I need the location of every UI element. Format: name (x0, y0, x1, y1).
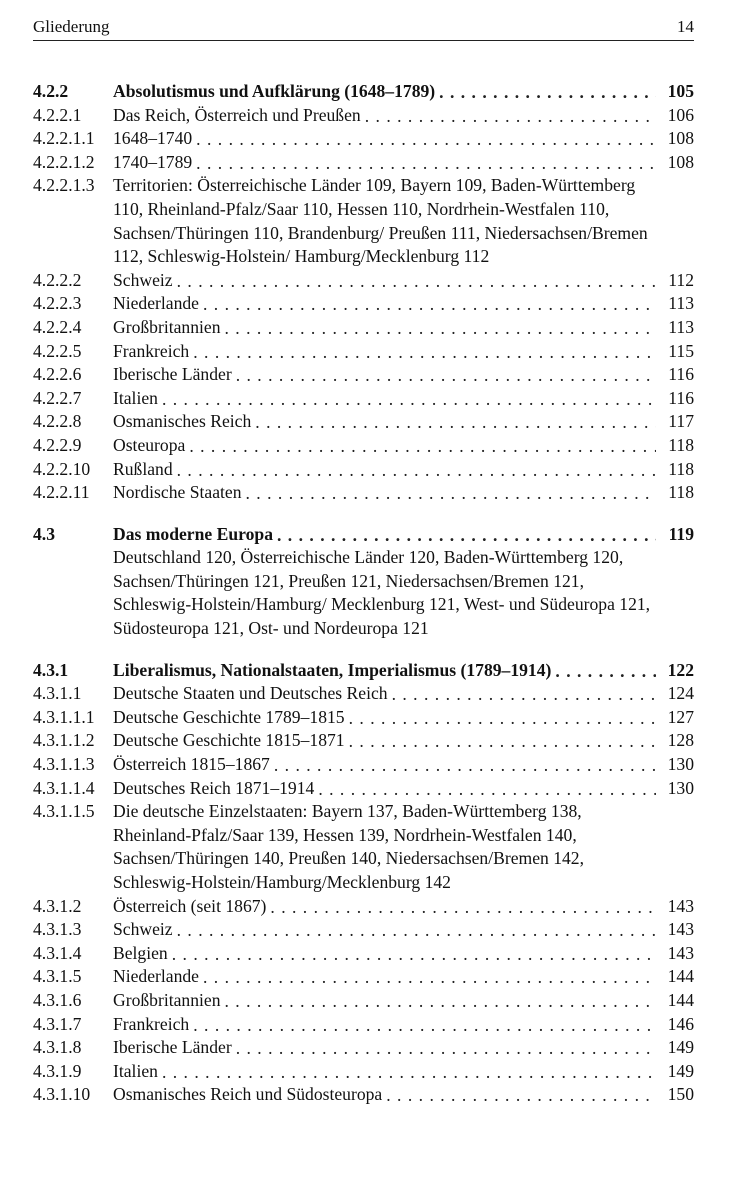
toc-entry-title: Niederlande . . . (113, 966, 203, 986)
toc-entry-title: Deutsche Geschichte 1815–1871 . . . (113, 730, 349, 750)
toc-entry-page: 119 (656, 523, 694, 547)
toc-entry-text-wrap (113, 1060, 694, 1084)
toc-entry-page: 146 (656, 1013, 694, 1037)
toc-entry-number: 4.3.1.2 (33, 895, 82, 916)
toc-entry-number: 4.3.1.8 (33, 1037, 82, 1058)
toc-entry-number: 4.3 (33, 523, 55, 544)
toc-entry-number: 4.2.2.3 (33, 293, 82, 314)
toc-entry-text-wrap (113, 777, 694, 801)
toc-entry (33, 753, 694, 777)
toc-entry-page: 118 (656, 481, 694, 505)
toc-entry-page: 143 (656, 918, 694, 942)
toc-entry-page: 117 (656, 410, 694, 434)
toc-entry (33, 410, 694, 434)
toc-entry-title: Deutsches Reich 1871–1914 . . . (113, 778, 318, 798)
toc-entry (33, 80, 694, 104)
toc-entry-number: 4.2.2.1.3 (33, 175, 95, 196)
toc-entry (33, 316, 694, 340)
toc-entry-number: 4.3.1.1.3 (33, 754, 95, 775)
toc-entry-text-wrap (113, 151, 694, 175)
toc-entry-text-wrap (113, 659, 694, 683)
toc-entry-title: Deutsche Staaten und Deutsches Reich . . . (113, 683, 392, 703)
toc-entry-text-wrap (113, 895, 694, 919)
running-header (33, 14, 694, 41)
toc-entry-title: Deutschland 120, Österreichische Länder 120, Baden-Württemberg 120, Sachsen/Thüringen 121, Preußen 121, Niedersachsen/Bremen 121, Schleswig-Holstein/Hamburg/ Mecklenburg 121, West- und Südeuropa 121, Südosteuropa 121, Ost- und Nordeuropa 121 (113, 547, 651, 639)
toc-entry (33, 800, 694, 894)
toc-entry-title: Rußland . . . (113, 459, 177, 479)
toc-entry-title: Frankreich . . . (113, 341, 193, 361)
toc-entry-number: 4.3.1.1.1 (33, 706, 95, 727)
toc-entry (33, 895, 694, 919)
toc-entry-title: Nordische Staaten . . . (113, 482, 246, 502)
toc-entry (33, 659, 694, 683)
toc-entry-text-wrap (113, 1036, 694, 1060)
toc-entry-number: 4.2.2.6 (33, 364, 82, 385)
toc-entry-number: 4.3.1.4 (33, 942, 82, 963)
toc-entry (33, 292, 694, 316)
toc-entry-text-wrap (113, 1083, 694, 1107)
toc-entry-text-wrap (113, 800, 694, 894)
toc-entry-page: 144 (656, 989, 694, 1013)
toc-entry-number: 4.3.1.1.4 (33, 777, 95, 798)
toc-entry-title: Die deutsche Einzelstaaten: Bayern 137, Baden-Württemberg 138, Rheinland-Pfalz/Saar 139, Hessen 139, Nordrhein-Westfalen 140, Sachsen/Thüringen 140, Preußen 140, Niedersachsen/Bremen 142, Schleswig-Holstein/Hamburg/Mecklenburg 142 (113, 801, 585, 892)
toc-entry-title: Frankreich . . . (113, 1014, 193, 1034)
toc-entry (33, 269, 694, 293)
toc-entry (33, 989, 694, 1013)
toc-entry (33, 458, 694, 482)
toc-entry-number: 4.2.2.9 (33, 434, 82, 455)
toc-entry (33, 174, 694, 268)
toc-entry-text-wrap (113, 481, 694, 505)
toc-entry-page: 143 (656, 895, 694, 919)
toc-entry (33, 777, 694, 801)
toc-entry-number: 4.2.2.2 (33, 269, 82, 290)
toc-entry-text-wrap (113, 965, 694, 989)
toc-entry-text-wrap (113, 363, 694, 387)
header-page-number: 14 (677, 17, 694, 36)
toc-entry-page: 118 (656, 434, 694, 458)
toc-entry (33, 434, 694, 458)
toc-entry-page: 118 (656, 458, 694, 482)
toc-entry-number: 4.3.1.7 (33, 1013, 82, 1034)
toc-entry-text-wrap (113, 387, 694, 411)
toc-entry-title: Osteuropa . . . (113, 435, 189, 455)
toc-entry-text-wrap (113, 1013, 694, 1037)
toc-entry-title: Großbritannien . . . (113, 990, 225, 1010)
toc-entry-title: 1740–1789 . . . (113, 152, 196, 172)
toc-entry (33, 1036, 694, 1060)
toc-entry-title: Niederlande . . . (113, 293, 203, 313)
toc-entry-page: 112 (656, 269, 694, 293)
toc-entry-text-wrap (113, 458, 694, 482)
toc-entry-number: 4.3.1.6 (33, 989, 82, 1010)
toc-entry-text-wrap (113, 706, 694, 730)
toc-entry (33, 965, 694, 989)
toc-entry-page: 130 (656, 777, 694, 801)
toc-entry-page: 124 (656, 682, 694, 706)
toc-entry-number: 4.3.1.1.5 (33, 801, 95, 822)
toc-entry (33, 340, 694, 364)
toc-entry-page: 143 (656, 942, 694, 966)
toc-entry-text-wrap (113, 989, 694, 1013)
toc-entry-page: 113 (656, 292, 694, 316)
toc-entry (33, 546, 694, 640)
toc-entry-title: Liberalismus, Nationalstaaten, Imperialismus (1789–1914) . . . (113, 660, 555, 680)
toc-entry-title: Iberische Länder . . . (113, 1037, 236, 1057)
toc-entry-page: 150 (656, 1083, 694, 1107)
toc-entry-text-wrap (113, 104, 694, 128)
toc-entry-number: 4.3.1.9 (33, 1060, 82, 1081)
toc-entry-page: 113 (656, 316, 694, 340)
toc-entry (33, 363, 694, 387)
toc-entry-title: Absolutismus und Aufklärung (1648–1789) . . . (113, 81, 439, 101)
toc-entry-text-wrap (113, 523, 694, 547)
toc-entry-number: 4.2.2.8 (33, 411, 82, 432)
toc-entry-text-wrap (113, 942, 694, 966)
toc-entry-number: 4.3.1.10 (33, 1084, 91, 1105)
toc-entry (33, 706, 694, 730)
toc-entry-text-wrap (113, 434, 694, 458)
toc-entry-text-wrap (113, 292, 694, 316)
toc-entry-number: 4.2.2.11 (33, 482, 90, 503)
toc-entry-title: Schweiz . . . (113, 919, 177, 939)
toc-entry-title: Schweiz . . . (113, 270, 177, 290)
toc-entry (33, 151, 694, 175)
toc-entry-title: Iberische Länder . . . (113, 364, 236, 384)
toc-entry-number: 4.2.2.1 (33, 104, 82, 125)
toc-entry-page: 115 (656, 340, 694, 364)
toc-entry (33, 918, 694, 942)
toc-entry (33, 1013, 694, 1037)
toc-entry-title: Belgien . . . (113, 943, 172, 963)
toc-entry-title: Das Reich, Österreich und Preußen . . . (113, 105, 365, 125)
toc-entry (33, 682, 694, 706)
toc-entry-page: 149 (656, 1060, 694, 1084)
toc-entry-number: 4.3.1.3 (33, 919, 82, 940)
toc-entry-text-wrap (113, 918, 694, 942)
table-of-contents (33, 62, 694, 1107)
toc-entry-number: 4.3.1.5 (33, 966, 82, 987)
toc-entry-text-wrap (113, 682, 694, 706)
toc-entry-text-wrap (113, 316, 694, 340)
toc-entry-number: 4.2.2 (33, 81, 69, 101)
toc-entry-number: 4.3.1.1 (33, 683, 82, 704)
toc-entry-text-wrap (113, 269, 694, 293)
toc-entry-number: 4.2.2.4 (33, 316, 82, 337)
toc-entry (33, 1083, 694, 1107)
toc-entry-page: 130 (656, 753, 694, 777)
toc-entry (33, 729, 694, 753)
toc-entry-title: 1648–1740 . . . (113, 128, 196, 148)
toc-entry-page: 116 (656, 363, 694, 387)
toc-entry-page: 122 (656, 659, 694, 683)
toc-entry-page: 149 (656, 1036, 694, 1060)
toc-entry-text-wrap (113, 729, 694, 753)
toc-entry-title: Italien . . . (113, 1061, 162, 1081)
toc-entry (33, 104, 694, 128)
toc-entry-number: 4.3.1 (33, 659, 69, 680)
toc-entry-page: 105 (656, 80, 694, 104)
toc-entry-text-wrap (113, 546, 694, 640)
toc-entry-title: Das moderne Europa . . . (113, 524, 277, 544)
toc-entry-text-wrap (113, 753, 694, 777)
toc-entry-title: Osmanisches Reich . . . (113, 411, 255, 431)
toc-entry-number: 4.2.2.10 (33, 458, 91, 479)
toc-entry-title: Österreich 1815–1867 . . . (113, 754, 274, 774)
toc-entry (33, 481, 694, 505)
toc-entry-text-wrap (113, 410, 694, 434)
toc-entry-title: Deutsche Geschichte 1789–1815 . . . (113, 707, 349, 727)
toc-entry (33, 523, 694, 547)
toc-entry-text-wrap (113, 340, 694, 364)
toc-entry-page: 108 (656, 127, 694, 151)
toc-entry-page: 106 (656, 104, 694, 128)
toc-entry (33, 1060, 694, 1084)
toc-entry-number: 4.3.1.1.2 (33, 730, 95, 751)
toc-entry-text-wrap (113, 80, 694, 104)
toc-entry-page: 108 (656, 151, 694, 175)
toc-entry-number: 4.2.2.5 (33, 340, 82, 361)
toc-entry (33, 942, 694, 966)
toc-entry-page: 144 (656, 965, 694, 989)
toc-entry-text-wrap (113, 174, 694, 268)
toc-entry (33, 387, 694, 411)
toc-entry-number: 4.2.2.1.1 (33, 128, 95, 149)
toc-entry-number: 4.2.2.7 (33, 387, 82, 408)
toc-entry-title: Großbritannien . . . (113, 317, 225, 337)
header-title: Gliederung (33, 17, 110, 36)
toc-entry-title: Osmanisches Reich und Südosteuropa . . . (113, 1084, 386, 1104)
toc-entry-title: Territorien: Österreichische Länder 109, Bayern 109, Baden-Württemberg 110, Rheinland-Pfalz/Saar 110, Hessen 110, Nordrhein-Westfalen 110, Sachsen/Thüringen 110, Brandenburg/ Preußen 111, Niedersachsen/Bremen 112, Schleswig-Holstein/ Hamburg/Mecklenburg 112 (113, 175, 648, 267)
toc-entry-title: Österreich (seit 1867) . . . (113, 896, 270, 916)
toc-entry (33, 127, 694, 151)
toc-entry-number: 4.2.2.1.2 (33, 151, 95, 172)
toc-entry-page: 127 (656, 706, 694, 730)
toc-entry-text-wrap (113, 127, 694, 151)
toc-entry-page: 128 (656, 729, 694, 753)
toc-entry-title: Italien . . . (113, 388, 162, 408)
toc-entry-page: 116 (656, 387, 694, 411)
